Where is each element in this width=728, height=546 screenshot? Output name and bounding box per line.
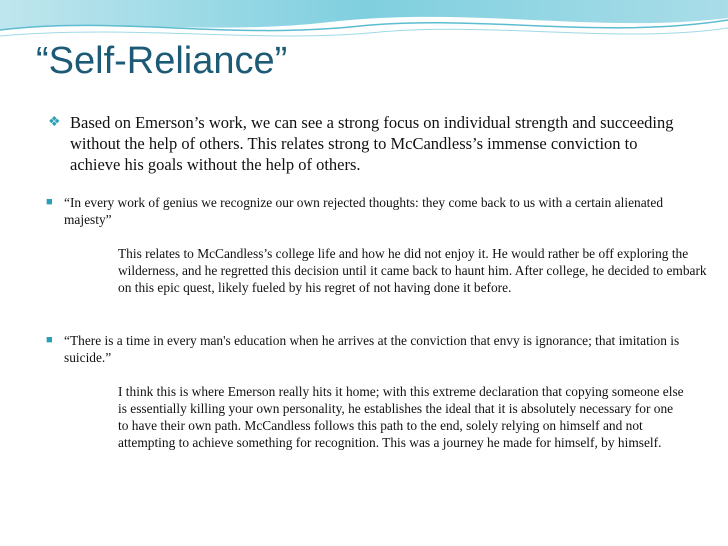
commentary-one: This relates to McCandless’s college life and how he did not enjoy it. He would rather be off exploring the wilderness, and he regretted this decision until it came back to haunt him. After college, he decided to embark on this epic quest, likely fueled by his regret of not having done it before. (118, 246, 707, 295)
commentary-two (94, 383, 684, 451)
square-bullet-icon: ■ (46, 196, 53, 208)
intro-paragraph: Based on Emerson’s work, we can see a strong focus on individual strength and succeeding without the help of others. This relates strong to McCandless’s immense conviction to achieve his goals without the help of others. (70, 113, 674, 174)
quote-one: “In every work of genius we recognize our own rejected thoughts: they come back to us with a certain alienated majesty” (64, 195, 664, 227)
square-bullet-icon: ■ (46, 334, 53, 346)
commentary-two-text: I think this is where Emerson really hits it home; with this extreme declaration that copying someone else is essentially killing your own personality, he establishes the ideal that it is absolutely necessary for one to have their own path. McCandless follows this path to the end, solely relying on himself and not attempting to achieve something for recognition. This was a journey he made for himself, by himself. (118, 384, 684, 450)
diamond-bullet-icon: ❖ (48, 115, 61, 130)
slide-title: “Self-Reliance” (36, 40, 288, 82)
quote-two: “There is a time in every man's education when he arrives at the conviction that envy is ignorance; that imitation is suicide.” (64, 333, 680, 365)
